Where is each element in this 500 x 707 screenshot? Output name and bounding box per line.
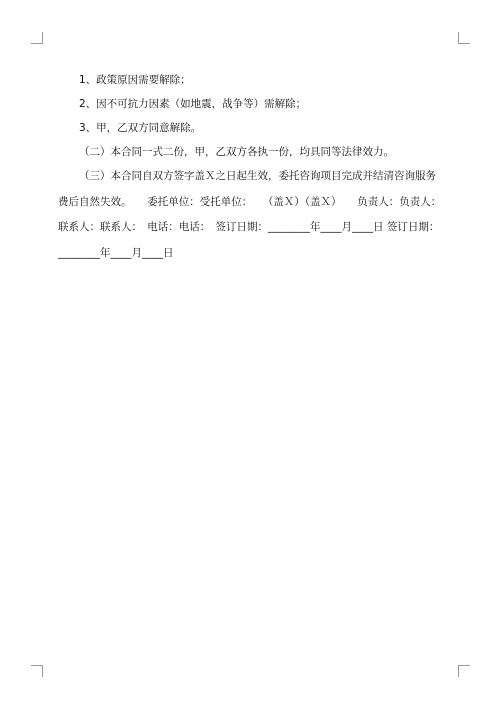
document-body [58,68,447,266]
corner-mark-top-left [31,32,43,44]
paragraph-copies: （二）本合同一式二份，甲，乙双方各执一份，均具同等法律效力。 [79,146,394,158]
corner-mark-bottom-left [31,665,43,677]
paragraph-effective-and-signatures: （三）本合同自双方签字盖Ｘ之日起生效，委托咨询项目完成并结清咨询服务费后自然失效。 委托单位：受托单位： （盖Ｘ）（盖Ｘ） 负责人：负责人： 联系人：联系人： 电话：电话： 签订日期：________年____月____日 签订日期：________年____月____日 [58,170,447,259]
corner-mark-bottom-right [458,665,470,677]
paragraph-termination-policy: 1、政策原因需要解除； [79,74,191,86]
corner-mark-top-right [458,32,470,44]
paragraph-termination-mutual: 3、甲，乙双方同意解除。 [79,122,202,134]
paragraph-termination-force-majeure: 2、因不可抗力因素（如地震，战争等）需解除； [79,98,307,110]
